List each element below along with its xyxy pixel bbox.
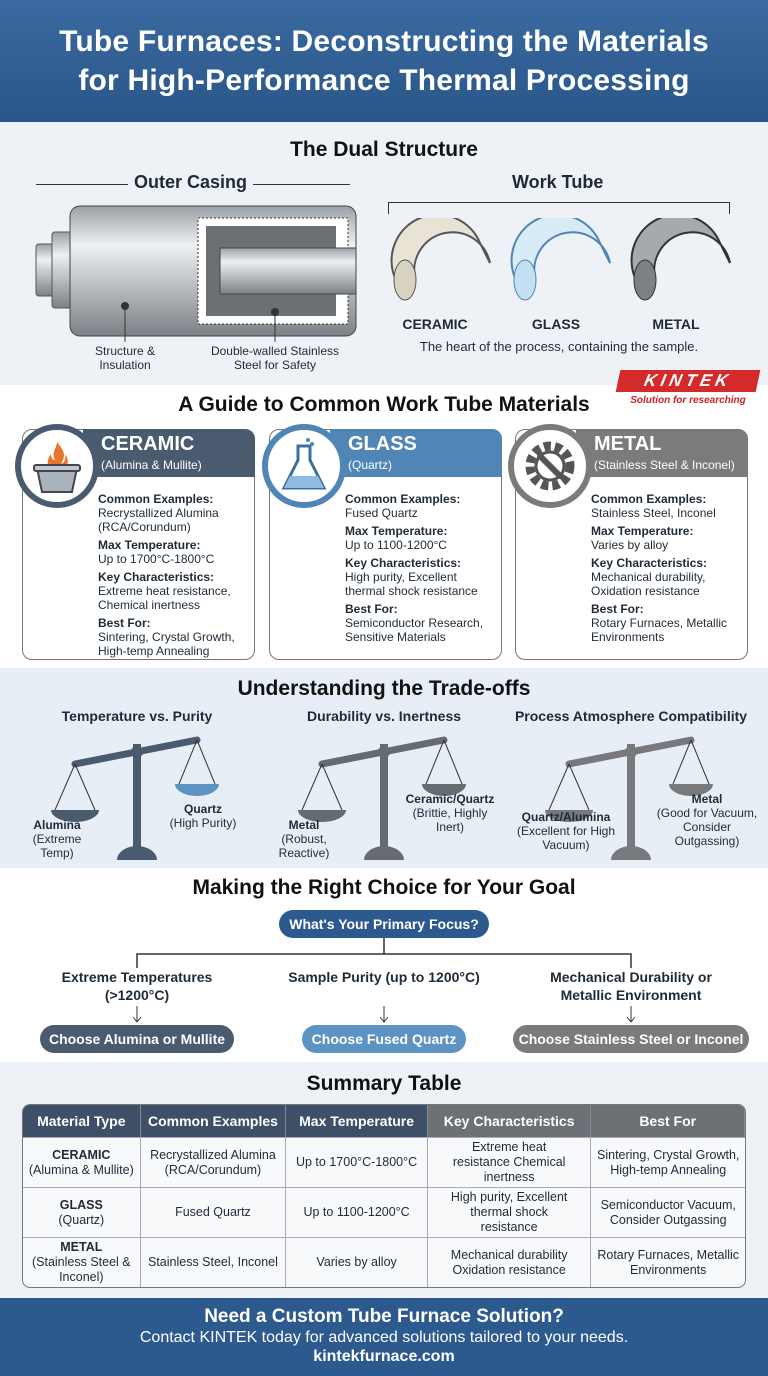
logo-tagline: Solution for researching [630, 395, 746, 406]
callout-steel: Double-walled Stainless Steel for Safety [210, 344, 340, 372]
ceramic-tube-icon [392, 218, 490, 300]
scale-right-label: Quartz (High Purity) [169, 802, 237, 830]
temp-cell: Up to 1700°C-1800°C [286, 1137, 428, 1187]
best-cell: Sintering, Crystal Growth, High-temp Annealing [591, 1137, 745, 1187]
kintek-logo: KINTEK [616, 370, 761, 392]
temp-cell: Varies by alloy [286, 1237, 428, 1287]
chars-cell: Mechanical durability Oxidation resistance [428, 1237, 592, 1287]
flame-crucible-icon [15, 424, 99, 508]
glass-tube-icon [512, 218, 610, 300]
goal-label: Extreme Temperatures (>1200°C) [61, 969, 213, 1003]
card-body: Common Examples: Recrystallized Alumina (RCA/Corundum) Max Temperature: Up to 1700°C-1800°C Key Characteristics: Extreme heat resistance, Chemical inertness Best For: Sintering, Crystal Growth, High-temp Annealing [98, 492, 235, 658]
summary-table [22, 1104, 746, 1288]
material-type-cell: CERAMIC (Alumina & Mullite) [23, 1137, 141, 1187]
material-card-metal [515, 429, 748, 660]
section-title: Summary Table [306, 1072, 462, 1095]
choice-result-button[interactable]: Choose Alumina or Mullite [40, 1025, 234, 1053]
scale-left-label: Alumina (Extreme Temp) [32, 818, 82, 860]
material-type-cell: METAL (Stainless Steel & Inconel) [23, 1237, 141, 1287]
scale-right-label: Ceramic/Quartz (Brittie, Highly Inert) [405, 792, 495, 834]
table-row [23, 1237, 745, 1287]
scale-left-label: Quartz/Alumina (Excellent for High Vacuum) [516, 810, 616, 852]
tube-caption: The heart of the process, containing the sample. [419, 339, 699, 354]
furnace-illustration [30, 202, 360, 342]
callout-structure: Structure & Insulation [94, 344, 156, 372]
primary-focus-question: What's Your Primary Focus? [279, 910, 489, 938]
work-tube-label: Work Tube [512, 172, 604, 192]
examples-cell: Stainless Steel, Inconel [141, 1237, 287, 1287]
scale-right-label: Metal (Good for Vacuum, Consider Outgassing) [656, 792, 758, 848]
goal-label: Sample Purity (up to 1200°C) [288, 969, 480, 985]
table-row [23, 1137, 745, 1187]
flow-lines [0, 938, 768, 968]
column-header: Material Type [23, 1105, 141, 1137]
flask-icon [262, 424, 346, 508]
choice-result-button[interactable]: Choose Stainless Steel or Inconel [513, 1025, 749, 1053]
column-header: Key Characteristics [428, 1105, 592, 1137]
footer [0, 1298, 768, 1376]
card-body: Common Examples: Stainless Steel, Inconel Max Temperature: Varies by alloy Key Characteristics: Mechanical durability, Oxidation resistance Best For: Rotary Furnaces, Metallic Environments [591, 492, 728, 644]
examples-cell: Recrystallized Alumina (RCA/Corundum) [141, 1137, 287, 1187]
tradeoffs-section [0, 668, 768, 868]
column-header: Common Examples [141, 1105, 287, 1137]
tube-label-glass: GLASS [531, 316, 581, 332]
footer-text: Contact KINTEK today for advanced solutions tailored to your needs. [139, 1329, 629, 1346]
dual-structure-section [0, 122, 768, 385]
scale-title: Process Atmosphere Compatibility [514, 708, 748, 724]
scale-title: Temperature vs. Purity [61, 708, 213, 724]
material-type-cell: GLASS (Quartz) [23, 1187, 141, 1237]
footer-url[interactable]: kintekfurnace.com [313, 1348, 455, 1365]
gear-wrench-icon [508, 424, 592, 508]
card-header: METAL (Stainless Steel & Inconel) [576, 429, 748, 477]
card-header: CERAMIC (Alumina & Mullite) [83, 429, 255, 477]
choice-section [0, 868, 768, 1062]
chars-cell: High purity, Excellent thermal shock resistance [428, 1187, 592, 1237]
section-title: A Guide to Common Work Tube Materials [178, 393, 590, 416]
choice-result-button[interactable]: Choose Fused Quartz [302, 1025, 466, 1053]
section-title: Understanding the Trade-offs [237, 677, 531, 700]
scale-title: Durability vs. Inertness [306, 708, 462, 724]
examples-cell: Fused Quartz [141, 1187, 287, 1237]
arrow-down-icon [379, 1006, 389, 1024]
footer-headline: Need a Custom Tube Furnace Solution? [204, 1306, 564, 1327]
materials-guide-section [0, 371, 768, 668]
card-header: GLASS (Quartz) [330, 429, 502, 477]
title-line-2: for High-Performance Thermal Processing [78, 64, 690, 97]
section-title: The Dual Structure [290, 138, 478, 161]
table-row [23, 1187, 745, 1237]
column-header: Max Temperature [286, 1105, 428, 1137]
tube-illustrations [385, 218, 745, 308]
section-title: Making the Right Choice for Your Goal [192, 876, 576, 899]
tube-label-ceramic: CERAMIC [402, 316, 468, 332]
best-cell: Semiconductor Vacuum, Consider Outgassing [591, 1187, 745, 1237]
outer-casing-label: Outer Casing [128, 172, 253, 193]
title-line-1: Tube Furnaces: Deconstructing the Materials [59, 25, 709, 58]
scale-left-label: Metal (Robust, Reactive) [278, 818, 330, 860]
tube-label-metal: METAL [652, 316, 700, 332]
material-card-ceramic [22, 429, 255, 660]
best-cell: Rotary Furnaces, Metallic Environments [591, 1237, 745, 1287]
metal-tube-icon [632, 218, 730, 300]
column-header: Best For [591, 1105, 745, 1137]
card-body: Common Examples: Fused Quartz Max Temperature: Up to 1100-1200°C Key Characteristics: High purity, Excellent thermal shock resistance Best For: Semiconductor Research, Sensitive Materials [345, 492, 484, 644]
arrow-down-icon [132, 1006, 142, 1024]
header [0, 0, 768, 122]
arrow-down-icon [626, 1006, 636, 1024]
temp-cell: Up to 1100-1200°C [286, 1187, 428, 1237]
bracket [388, 202, 730, 214]
material-card-glass [269, 429, 502, 660]
chars-cell: Extreme heat resistance Chemical inertness [428, 1137, 592, 1187]
summary-section [0, 1062, 768, 1298]
goal-label: Mechanical Durability or Metallic Environment [550, 969, 712, 1003]
